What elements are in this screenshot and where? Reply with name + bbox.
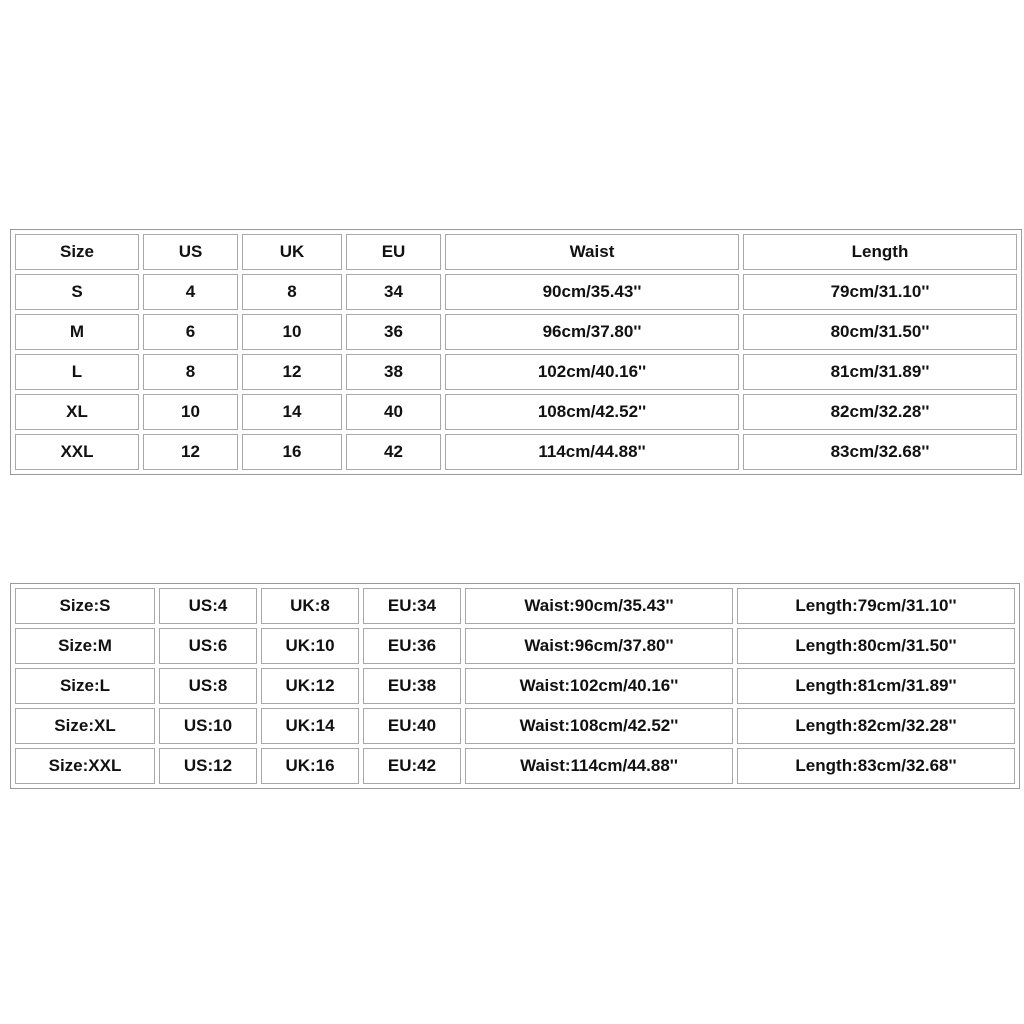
cell-uk: 14 bbox=[242, 394, 342, 430]
cell-us: 12 bbox=[143, 434, 238, 470]
cell-length: 80cm/31.50'' bbox=[743, 314, 1017, 350]
cell-us: 6 bbox=[143, 314, 238, 350]
table-row bbox=[15, 588, 1015, 624]
cell-us: US:4 bbox=[159, 588, 257, 624]
cell-uk: 10 bbox=[242, 314, 342, 350]
cell-uk: UK:10 bbox=[261, 628, 359, 664]
cell-uk: 12 bbox=[242, 354, 342, 390]
cell-eu: EU:38 bbox=[363, 668, 461, 704]
table-row bbox=[15, 274, 1017, 310]
cell-us: 8 bbox=[143, 354, 238, 390]
table-row bbox=[15, 748, 1015, 784]
table-row bbox=[15, 708, 1015, 744]
header-length: Length bbox=[743, 234, 1017, 270]
cell-length: Length:83cm/32.68'' bbox=[737, 748, 1015, 784]
cell-waist: Waist:114cm/44.88'' bbox=[465, 748, 733, 784]
cell-eu: 42 bbox=[346, 434, 441, 470]
cell-size: M bbox=[15, 314, 139, 350]
cell-us: US:12 bbox=[159, 748, 257, 784]
header-uk: UK bbox=[242, 234, 342, 270]
cell-us: US:8 bbox=[159, 668, 257, 704]
cell-size: XL bbox=[15, 394, 139, 430]
cell-length: 79cm/31.10'' bbox=[743, 274, 1017, 310]
cell-length: 82cm/32.28'' bbox=[743, 394, 1017, 430]
cell-eu: 34 bbox=[346, 274, 441, 310]
header-waist: Waist bbox=[445, 234, 739, 270]
size-chart-table bbox=[10, 229, 1022, 475]
cell-us: US:6 bbox=[159, 628, 257, 664]
cell-waist: 114cm/44.88'' bbox=[445, 434, 739, 470]
cell-eu: EU:36 bbox=[363, 628, 461, 664]
cell-waist: 90cm/35.43'' bbox=[445, 274, 739, 310]
cell-size: L bbox=[15, 354, 139, 390]
cell-size: Size:XXL bbox=[15, 748, 155, 784]
header-us: US bbox=[143, 234, 238, 270]
cell-size: Size:XL bbox=[15, 708, 155, 744]
cell-length: Length:82cm/32.28'' bbox=[737, 708, 1015, 744]
cell-uk: 8 bbox=[242, 274, 342, 310]
cell-size: XXL bbox=[15, 434, 139, 470]
cell-waist: 108cm/42.52'' bbox=[445, 394, 739, 430]
table-row bbox=[15, 668, 1015, 704]
cell-uk: UK:8 bbox=[261, 588, 359, 624]
cell-waist: Waist:102cm/40.16'' bbox=[465, 668, 733, 704]
cell-waist: Waist:108cm/42.52'' bbox=[465, 708, 733, 744]
cell-eu: 38 bbox=[346, 354, 441, 390]
cell-waist: 96cm/37.80'' bbox=[445, 314, 739, 350]
table-row bbox=[15, 394, 1017, 430]
cell-length: Length:80cm/31.50'' bbox=[737, 628, 1015, 664]
cell-length: 83cm/32.68'' bbox=[743, 434, 1017, 470]
table-row bbox=[15, 314, 1017, 350]
cell-size: Size:L bbox=[15, 668, 155, 704]
cell-us: 10 bbox=[143, 394, 238, 430]
cell-size: Size:S bbox=[15, 588, 155, 624]
cell-uk: UK:12 bbox=[261, 668, 359, 704]
cell-eu: EU:42 bbox=[363, 748, 461, 784]
cell-length: Length:79cm/31.10'' bbox=[737, 588, 1015, 624]
cell-eu: EU:34 bbox=[363, 588, 461, 624]
size-chart-labeled-table bbox=[10, 583, 1020, 789]
header-size: Size bbox=[15, 234, 139, 270]
cell-uk: 16 bbox=[242, 434, 342, 470]
cell-size: S bbox=[15, 274, 139, 310]
cell-waist: 102cm/40.16'' bbox=[445, 354, 739, 390]
table-row bbox=[15, 354, 1017, 390]
cell-eu: 40 bbox=[346, 394, 441, 430]
cell-length: 81cm/31.89'' bbox=[743, 354, 1017, 390]
cell-length: Length:81cm/31.89'' bbox=[737, 668, 1015, 704]
cell-eu: 36 bbox=[346, 314, 441, 350]
cell-eu: EU:40 bbox=[363, 708, 461, 744]
cell-uk: UK:16 bbox=[261, 748, 359, 784]
table-header-row bbox=[15, 234, 1017, 270]
header-eu: EU bbox=[346, 234, 441, 270]
table-row bbox=[15, 434, 1017, 470]
cell-us: US:10 bbox=[159, 708, 257, 744]
cell-waist: Waist:96cm/37.80'' bbox=[465, 628, 733, 664]
cell-us: 4 bbox=[143, 274, 238, 310]
table-row bbox=[15, 628, 1015, 664]
cell-size: Size:M bbox=[15, 628, 155, 664]
cell-waist: Waist:90cm/35.43'' bbox=[465, 588, 733, 624]
cell-uk: UK:14 bbox=[261, 708, 359, 744]
